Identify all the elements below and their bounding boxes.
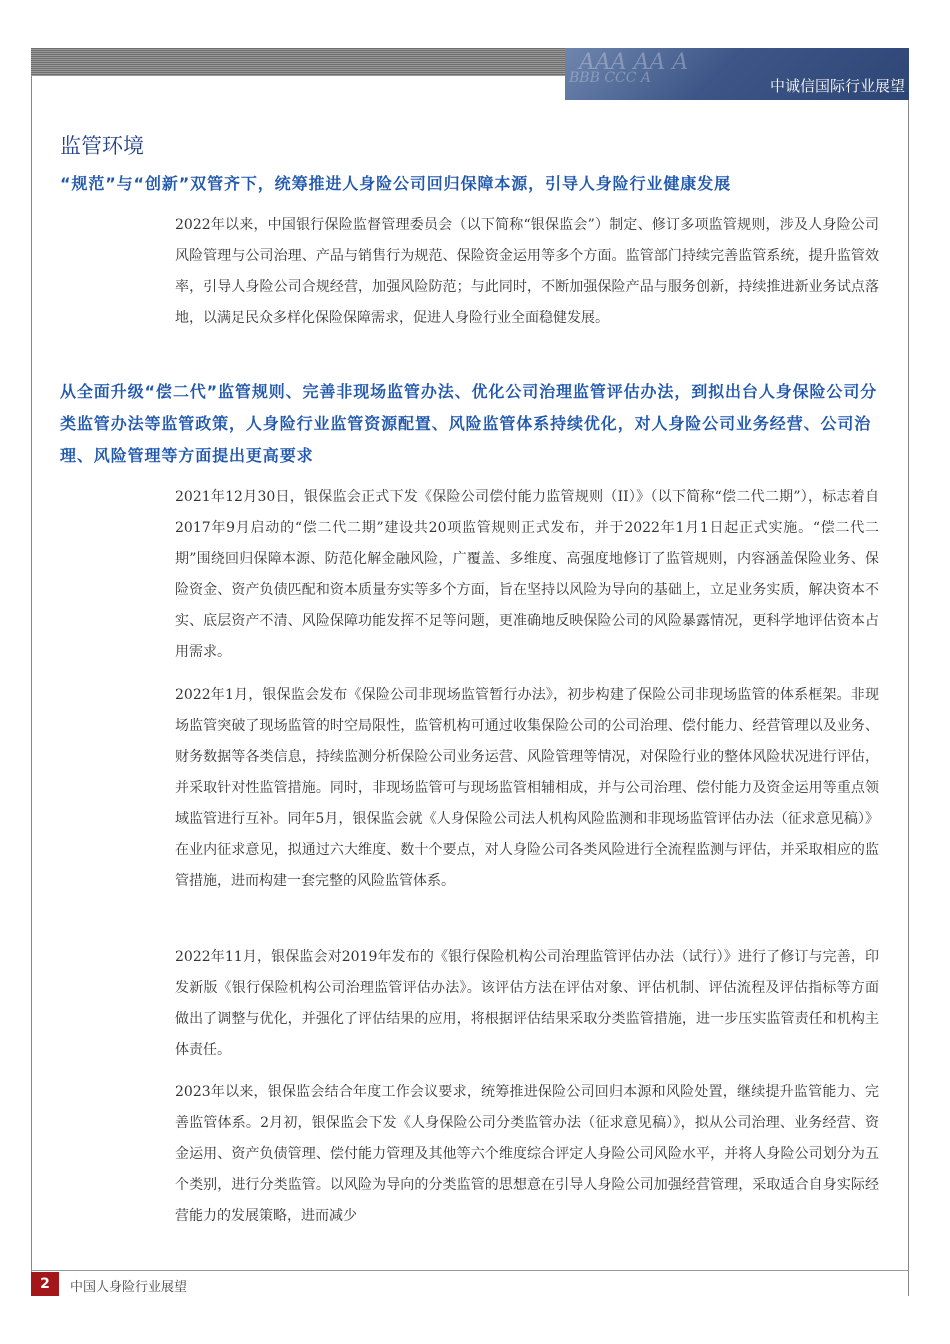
header-title: 中诚信国际行业展望 [769, 77, 905, 95]
sub-heading-1: “规范”与“创新”双管齐下，统筹推进人身险公司回归保障本源，引导人身险行业健康发展 [60, 174, 731, 193]
paragraph-4: 2022年11月，银保监会对2019年发布的《银行保险机构公司治理监管评估办法（试行）》进行了修订与完善，印发新版《银行保险机构公司治理监管评估办法》。该评估方法在评估对象、评估机制、评估流程及评估指标等方面做出了调整与优化，并强化了评估结果的应用，将根据评估结果采取分类监管措施，进一步压实监管责任和机构主体责任。 [175, 949, 879, 1058]
banner-decoration-icon: BBB CCC A [569, 70, 652, 86]
paragraph-2: 2021年12月30日，银保监会正式下发《保险公司偿付能力监管规则（II）》（以下简称“偿二代二期”），标志着自2017年9月启动的“偿二代二期”建设共20项监管规则正式发布，并于2022年1月1日起正式实施。“偿二代二期”围绕回归保障本源、防范化解金融风险，广覆盖、多维度、高强度地修订了监管规则，内容涵盖保险业务、保险资金、资产负债匹配和资本质量夯实等多个方面，旨在坚持以风险为导向的基础上，立足业务实质，解决资本不实、底层资产不清、风险保障功能发挥不足等问题，更准确地反映保险公司的风险暴露情况，更科学地评估资本占用需求。 [175, 489, 879, 660]
header-stripe-band [31, 48, 565, 76]
section-title: 监管环境 [60, 134, 144, 158]
paragraph-1: 2022年以来，中国银行保险监督管理委员会（以下简称“银保监会”）制定、修订多项监管规则，涉及人身险公司风险管理与公司治理、产品与销售行为规范、保险资金运用等多个方面。监管部门持续完善监管系统，提升监管效率，引导人身险公司合规经营，加强风险防范；与此同时，不断加强保险产品与服务创新，持续推进新业务试点落地，以满足民众多样化保险保障需求，促进人身险行业全面稳健发展。 [175, 217, 879, 326]
footer-title: 中国人身险行业展望 [70, 1280, 188, 1295]
footer-divider [31, 1270, 909, 1271]
paragraph-5: 2023年以来，银保监会结合年度工作会议要求，统筹推进保险公司回归本源和风险处置，继续提升监管能力、完善监管体系。2月初，银保监会下发《人身保险公司分类监管办法（征求意见稿）》，拟从公司治理、业务经营、资金运用、资产负债管理、偿付能力管理及其他等六个维度综合评定人身险公司风险水平，并将人身险公司划分为五个类别，进行分类监管。以风险为导向的分类监管的思想意在引导人身险公司加强经营管理，采取适合自身实际经营能力的发展策略，进而减少 [175, 1084, 879, 1224]
banner-decoration-icon: AAA AA A [579, 50, 689, 75]
paragraph-3: 2022年1月，银保监会发布《保险公司非现场监管暂行办法》，初步构建了保险公司非现场监管的体系框架。非现场监管突破了现场监管的时空局限性，监管机构可通过收集保险公司的公司治理、偿付能力、经营管理以及业务、财务数据等各类信息，持续监测分析保险公司业务运营、风险管理等情况，对保险行业的整体风险状况进行评估，并采取针对性监管措施。同时，非现场监管可与现场监管相辅相成，并与公司治理、偿付能力及资金运用等重点领域监管进行互补。同年5月，银保监会就《人身保险公司法人机构风险监测和非现场监管评估办法（征求意见稿）》在业内征求意见，拟通过六大维度、数十个要点，对人身险公司各类风险进行全流程监测与评估，并采取相应的监管措施，进而构建一套完整的风险监管体系。 [175, 687, 879, 889]
page-number-badge: 2 [31, 1272, 59, 1296]
header-banner [565, 48, 909, 100]
sub-heading-2: 从全面升级“偿二代”监管规则、完善非现场监管办法、优化公司治理监管评估办法，到拟出台人身保险公司分类监管办法等监管政策，人身险行业监管资源配置、风险监管体系持续优化，对人身险公司业务经营、公司治理、风险管理等方面提出更高要求 [60, 382, 878, 465]
